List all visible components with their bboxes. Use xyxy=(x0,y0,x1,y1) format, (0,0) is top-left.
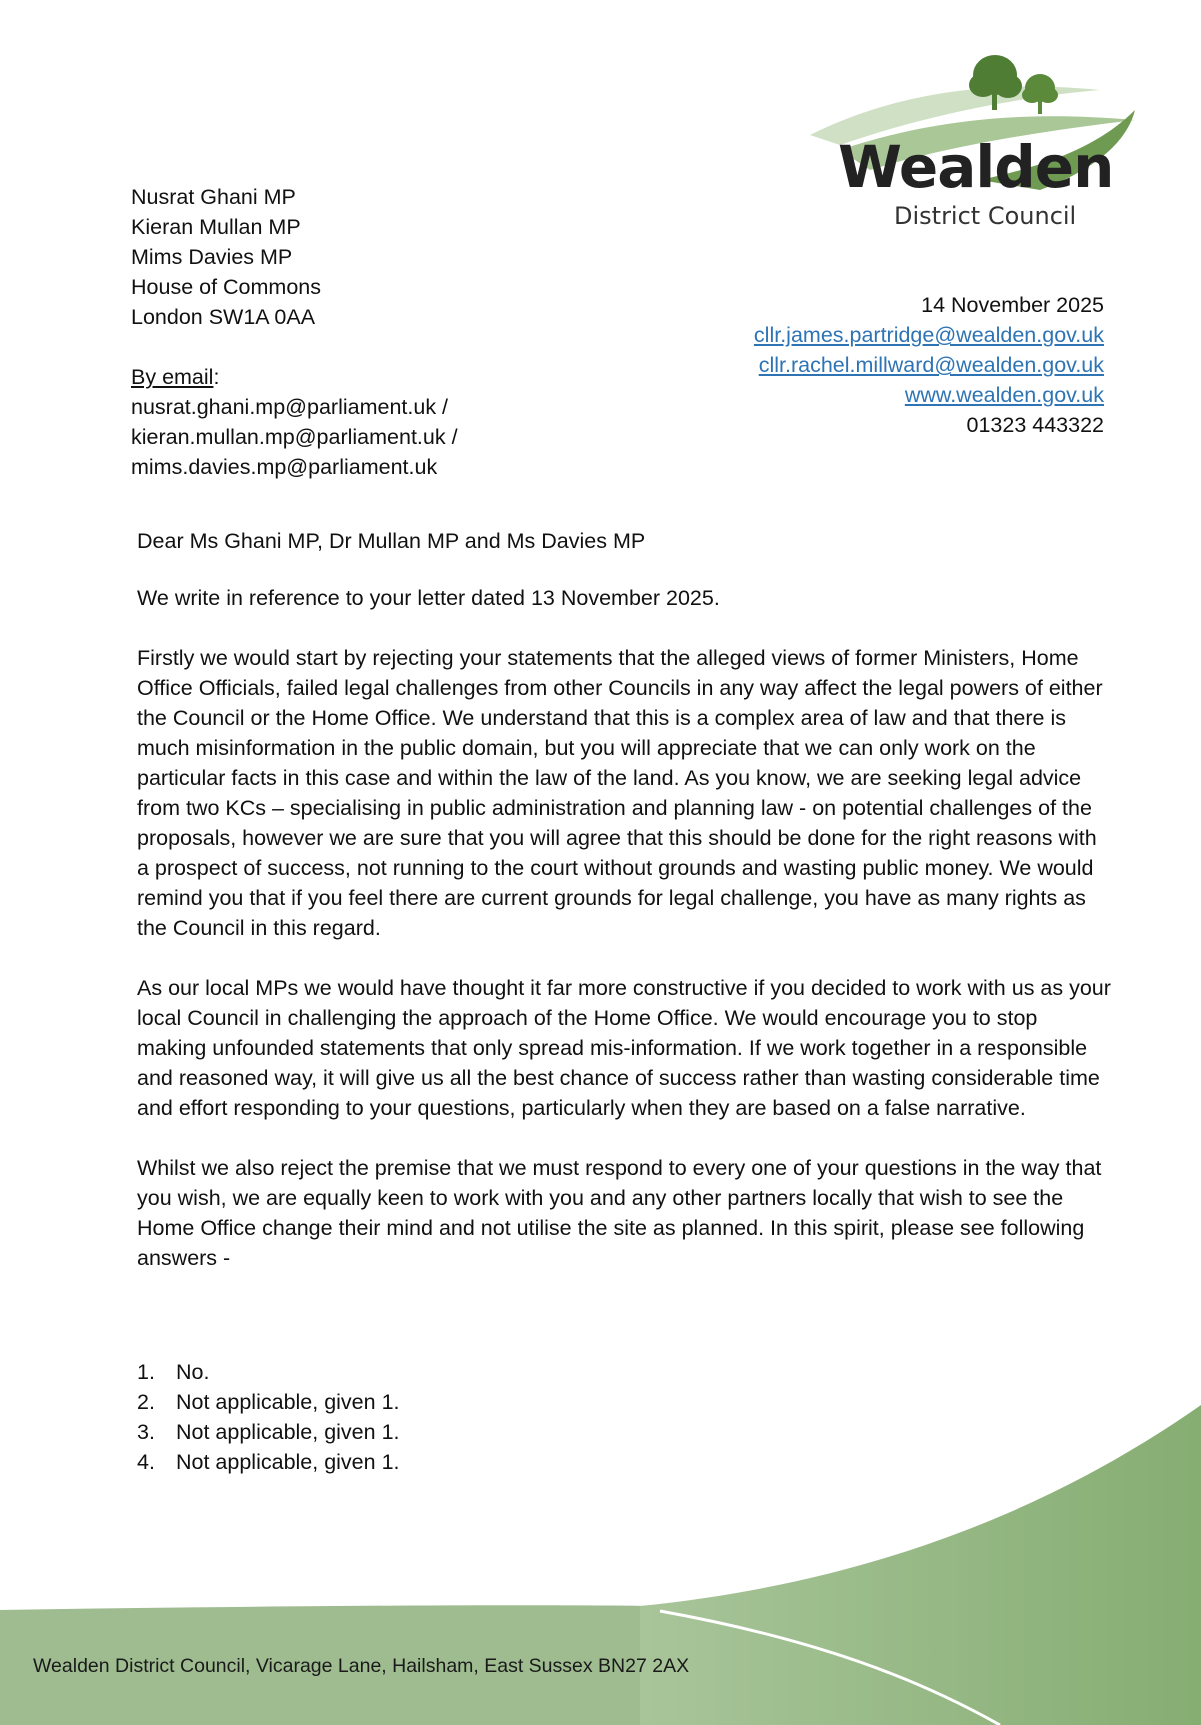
answers-list xyxy=(137,1357,400,1477)
recipient-line: London SW1A 0AA xyxy=(131,305,316,329)
logo-wordmark: Wealden xyxy=(838,133,1114,201)
salutation: Dear Ms Ghani MP, Dr Mullan MP and Ms Davies MP xyxy=(137,529,646,553)
paragraph: Whilst we also reject the premise that we must respond to every one of your questions in the way that you wish, we are equally keen to work with you and any other partners locally that wish to see the Home Office change their mind and not utilise the site as planned. In this spirit, please see following answers - xyxy=(137,1156,1102,1270)
logo-subtitle: District Council xyxy=(894,202,1077,230)
council-logo xyxy=(780,50,1140,235)
paragraph: We write in reference to your letter dated 13 November 2025. xyxy=(137,586,720,610)
paragraph: As our local MPs we would have thought it far more constructive if you decided to work with us as your local Council in challenging the approach of the Home Office. We would encourage you to stop making unfounded statements that only spread mis-information. If we work together in a responsible and reasoned way, it will give us all the best chance of success rather than wasting considerable time and effort responding to your questions, particularly when they are based on a false narrative. xyxy=(137,976,1111,1120)
tree-icon-small xyxy=(1022,74,1058,114)
recipient-email: nusrat.ghani.mp@parliament.uk / xyxy=(131,395,449,419)
letter-body xyxy=(137,526,1112,1273)
letter-date: 14 November 2025 xyxy=(921,293,1104,317)
list-item: 2. Not applicable, given 1. xyxy=(137,1390,400,1414)
recipient-line: Mims Davies MP xyxy=(131,245,293,269)
footer-swoosh xyxy=(640,1405,1201,1725)
sender-email-link[interactable]: cllr.rachel.millward@wealden.gov.uk xyxy=(758,353,1104,377)
sender-contact xyxy=(754,290,1104,440)
footer-address: Wealden District Council, Vicarage Lane, Hailsham, East Sussex BN27 2AX xyxy=(33,1655,690,1677)
list-item: 4. Not applicable, given 1. xyxy=(137,1450,400,1474)
paragraph: Firstly we would start by rejecting your statements that the alleged views of former Ministers, Home Office Officials, failed legal challenges from other Councils in any way affect the legal powers of either the Council or the Home Office. We understand that this is a complex area of law and that there is much misinformation in the public domain, but you will appreciate that we can only work on the particular facts in this case and within the law of the land. As you know, we are seeking legal advice from two KCs – specialising in public administration and planning law - on potential challenges of the proposals, however we are sure that you will agree that this should be done for the right reasons with a prospect of success, not running to the court without grounds and wasting public money. We would remind you that if you feel there are current grounds for legal challenge, you have as many rights as the Council in this regard. xyxy=(137,646,1103,940)
recipient-line: House of Commons xyxy=(131,275,321,299)
recipient-email: mims.davies.mp@parliament.uk xyxy=(131,455,438,479)
sender-email-link[interactable]: cllr.james.partridge@wealden.gov.uk xyxy=(753,323,1104,347)
website-link[interactable]: www.wealden.gov.uk xyxy=(904,383,1104,407)
list-item: 1. No. xyxy=(137,1360,210,1384)
by-email-heading: By email: xyxy=(131,365,220,389)
recipient-email: kieran.mullan.mp@parliament.uk / xyxy=(131,425,458,449)
recipient-address xyxy=(131,182,458,482)
phone-number: 01323 443322 xyxy=(966,413,1104,437)
list-item: 3. Not applicable, given 1. xyxy=(137,1420,400,1444)
recipient-line: Nusrat Ghani MP xyxy=(131,185,296,209)
by-email-label: By email xyxy=(131,365,214,389)
recipient-line: Kieran Mullan MP xyxy=(131,215,301,239)
